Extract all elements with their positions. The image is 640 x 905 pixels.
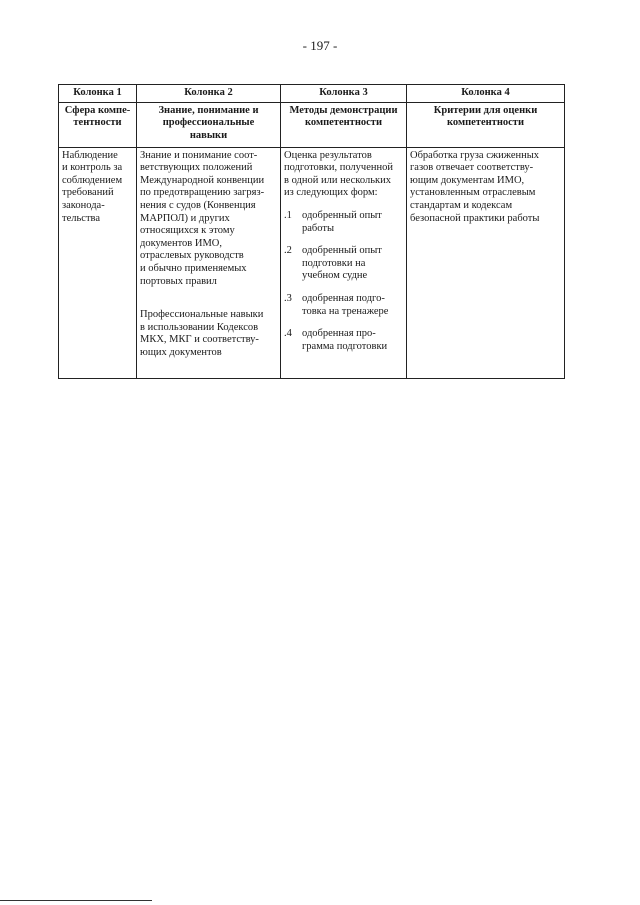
column-label-2: Колонка 2	[137, 85, 281, 103]
method-item-1	[284, 210, 403, 235]
competence-area-text: Наблюдение и контроль за соблюдением требований законода- тельства	[62, 149, 123, 224]
footnote-divider	[0, 900, 152, 901]
competence-table	[58, 84, 565, 379]
method-number: .2	[284, 245, 292, 257]
method-number: .4	[284, 328, 292, 340]
criteria-text: Обработка груза сжиженных газов отвечает соответству- ющим документам ИМО, установленным отраслевым стандартам и кодексам безопасной практики работы	[410, 149, 540, 224]
cell-evaluation-criteria	[407, 147, 565, 378]
skills-text: Профессиональные навыки в использовании Кодексов МКХ, МКГ и соответству- ющих документов	[140, 309, 264, 358]
column-label-3: Колонка 3	[281, 85, 407, 103]
method-text: одобренный опыт работы	[302, 209, 382, 234]
header-demonstration-methods: Методы демонстрации компетентности	[281, 102, 407, 147]
knowledge-text: Знание и понимание соот- ветствующих положений Международной конвенции по предотвращению загряз- нения с судов (Конвенция МАРПОЛ) и других относящихся к этому документов ИМО, отраслевых руководств и обычно применяемых портовых правил	[140, 149, 265, 287]
page-number: - 197 -	[302, 38, 338, 53]
method-item-3	[284, 293, 403, 318]
method-text: одобренная про- грамма подготовки	[302, 328, 388, 352]
methods-intro-text: Оценка результатов подготовки, полученной в одной или нескольких из следующих форм:	[284, 149, 393, 199]
method-item-2	[284, 245, 403, 283]
method-number: .1	[284, 209, 292, 221]
column-label-row	[59, 85, 565, 103]
cell-competence-area	[59, 147, 137, 378]
method-item-4	[284, 328, 403, 353]
method-number: .3	[284, 292, 292, 304]
method-text: одобренный опыт подготовки на учебном судне	[302, 245, 382, 282]
header-evaluation-criteria: Критерии для оценки компетентности	[407, 102, 565, 147]
header-knowledge-skills: Знание, понимание и профессиональные навыки	[137, 102, 281, 147]
header-row	[59, 102, 565, 147]
cell-demonstration-methods	[281, 147, 407, 378]
method-text: одобренная подго- товка на тренажере	[302, 292, 389, 317]
header-competence-area: Сфера компе- тентности	[59, 102, 137, 147]
column-label-1: Колонка 1	[59, 85, 137, 103]
cell-knowledge-skills	[137, 147, 281, 378]
table-row	[59, 147, 565, 378]
column-label-4: Колонка 4	[407, 85, 565, 103]
